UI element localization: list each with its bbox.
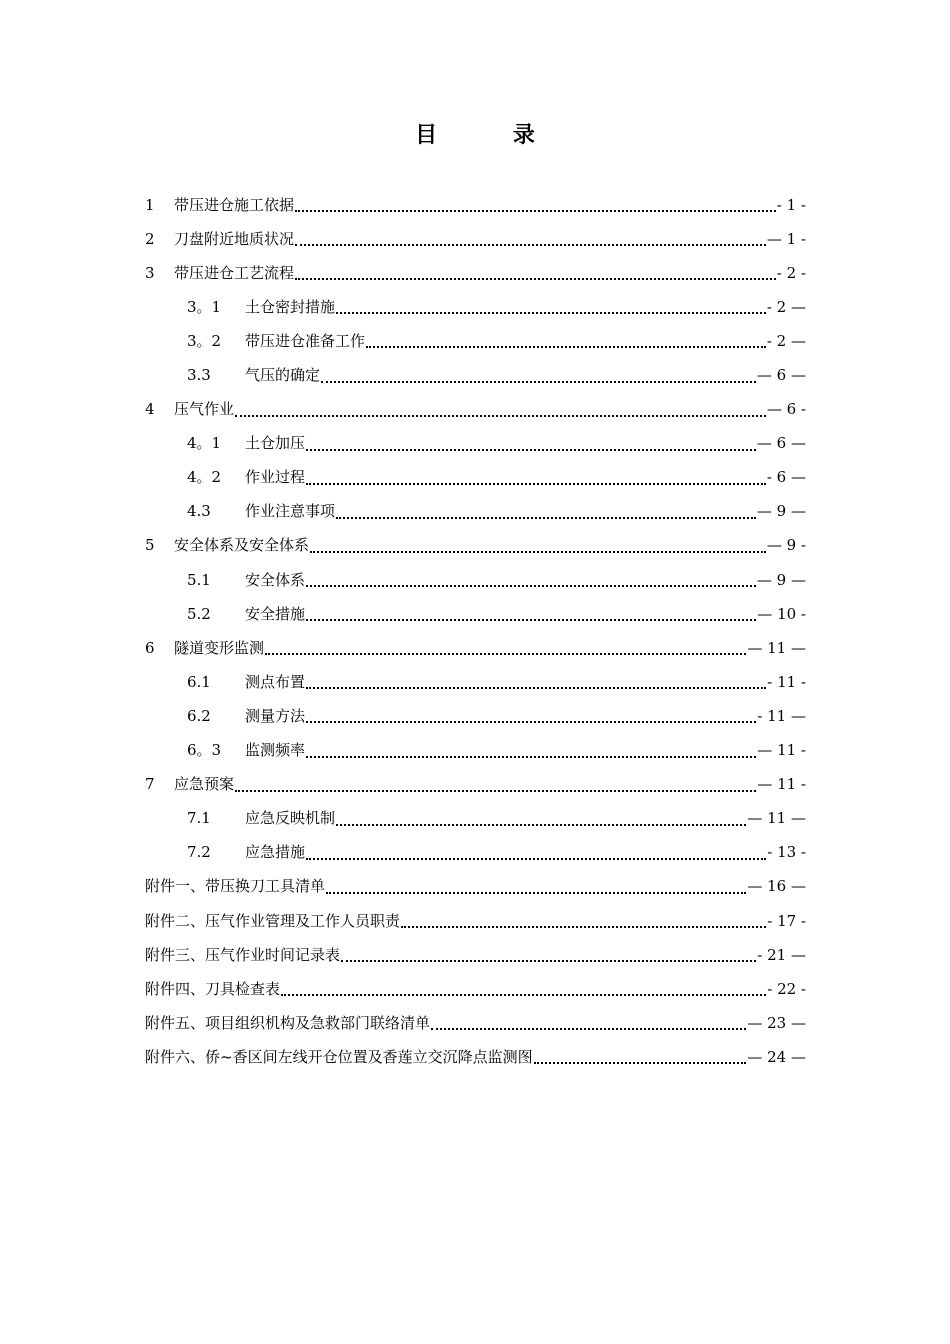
toc-entry-number: 6 <box>145 638 155 657</box>
toc-entry[interactable] <box>145 222 806 256</box>
toc-dot-leader <box>321 367 756 383</box>
toc-entry-number: 4.3 <box>187 502 211 521</box>
toc-entry-number: 7.1 <box>187 809 211 828</box>
toc-entry-number: 6。3 <box>187 741 222 760</box>
toc-dot-leader <box>306 469 766 485</box>
toc-entry-title: 应急措施 <box>245 843 306 862</box>
toc-entry-number: 5 <box>145 536 155 555</box>
toc-dot-leader <box>265 639 746 655</box>
toc-entry-title: 带压进仓准备工作 <box>245 331 366 350</box>
toc-dot-leader <box>310 537 766 553</box>
toc-entry[interactable] <box>145 768 806 802</box>
toc-entry-page-number: — 11 - <box>757 741 806 760</box>
toc-entry-title: 安全体系 <box>245 570 306 589</box>
toc-entry-title: 作业注意事项 <box>245 502 336 521</box>
toc-entry-title: 带压进仓施工依据 <box>174 195 295 214</box>
toc-entry[interactable] <box>145 734 806 768</box>
toc-dot-leader <box>281 980 766 996</box>
toc-entry-page-number: - 1 - <box>776 195 806 214</box>
toc-dot-leader <box>401 912 766 928</box>
toc-dot-leader <box>235 401 766 417</box>
toc-entry[interactable] <box>145 495 806 529</box>
toc-entry-title: 作业过程 <box>245 468 306 487</box>
toc-entry[interactable] <box>145 904 806 938</box>
toc-entry[interactable] <box>145 461 806 495</box>
toc-entry[interactable] <box>145 870 806 904</box>
toc-entry-title: 带压进仓工艺流程 <box>174 263 295 282</box>
toc-entry-page-number: - 2 - <box>776 263 806 282</box>
toc-entry[interactable] <box>145 1040 806 1074</box>
toc-entry-title: 测点布置 <box>245 672 306 691</box>
toc-entry-page-number: - 22 - <box>767 979 806 998</box>
toc-entry[interactable] <box>145 938 806 972</box>
toc-entry-number: 2 <box>145 229 155 248</box>
toc-dot-leader <box>326 878 746 894</box>
toc-dot-leader <box>341 946 756 962</box>
toc-entry-page-number: — 23 — <box>747 1013 806 1032</box>
toc-dot-leader <box>306 605 756 621</box>
toc-dot-leader <box>336 810 746 826</box>
toc-dot-leader <box>306 707 756 723</box>
toc-entry[interactable] <box>145 529 806 563</box>
toc-entry-number: 5.1 <box>187 570 211 589</box>
toc-dot-leader <box>306 673 766 689</box>
toc-entry-page-number: — 11 — <box>747 809 806 828</box>
toc-entry-page-number: - 11 — <box>757 706 806 725</box>
toc-entry-page-number: - 17 - <box>767 911 806 930</box>
toc-entry-page-number: — 6 - <box>766 400 806 419</box>
toc-entry-number: 6.1 <box>187 672 211 691</box>
toc-dot-leader <box>431 1014 746 1030</box>
toc-entry[interactable] <box>145 802 806 836</box>
toc-dot-leader <box>336 298 766 314</box>
toc-entry[interactable] <box>145 393 806 427</box>
toc-entry[interactable] <box>145 665 806 699</box>
toc-entry-page-number: - 2 — <box>766 297 806 316</box>
toc-entry-page-number: — 24 — <box>747 1047 806 1066</box>
toc-entry[interactable] <box>145 1006 806 1040</box>
toc-dot-leader <box>306 742 756 758</box>
toc-entry-title: 土仓密封措施 <box>245 297 336 316</box>
toc-entry[interactable] <box>145 188 806 222</box>
toc-title: 目 录 <box>415 122 569 148</box>
toc-entry[interactable] <box>145 256 806 290</box>
toc-entry-page-number: — 6 — <box>756 434 806 453</box>
toc-entry-page-number: - 2 — <box>766 331 806 350</box>
toc-entry-title: 安全措施 <box>245 604 306 623</box>
toc-entry-title: 刀盘附近地质状况 <box>174 229 295 248</box>
toc-entry-number: 1 <box>145 195 155 214</box>
toc-entry[interactable] <box>145 836 806 870</box>
toc-entry[interactable] <box>145 427 806 461</box>
toc-entry-title: 应急预案 <box>174 775 235 794</box>
toc-entry[interactable] <box>145 358 806 392</box>
toc-entry-page-number: - 11 - <box>767 672 806 691</box>
toc-dot-leader <box>306 571 756 587</box>
toc-dot-leader <box>295 264 776 280</box>
toc-entry[interactable] <box>145 597 806 631</box>
toc-entry[interactable] <box>145 699 806 733</box>
toc-entry-title: 压气作业 <box>174 400 235 419</box>
toc-entry-title: 附件一、带压换刀工具清单 <box>145 877 326 896</box>
toc-entry-number: 4。1 <box>187 434 222 453</box>
toc-entry-page-number: — 9 - <box>766 536 806 555</box>
toc-entry-number: 7.2 <box>187 843 211 862</box>
toc-dot-leader <box>306 844 766 860</box>
toc-dot-leader <box>295 230 766 246</box>
toc-entry-number: 3 <box>145 263 155 282</box>
toc-entry-title: 测量方法 <box>245 706 306 725</box>
toc-entry-number: 5.2 <box>187 604 211 623</box>
toc-entry-title: 附件二、压气作业管理及工作人员职责 <box>145 911 401 930</box>
toc-entry-title: 附件六、侨~香区间左线开仓位置及香莲立交沉降点监测图 <box>145 1047 533 1066</box>
toc-entry-title: 附件五、项目组织机构及急救部门联络清单 <box>145 1013 431 1032</box>
toc-entry-page-number: — 1 - <box>766 229 806 248</box>
toc-entry-number: 4 <box>145 400 155 419</box>
toc-entry-page-number: - 13 - <box>767 843 806 862</box>
toc-entry[interactable] <box>145 324 806 358</box>
toc-entry-title: 土仓加压 <box>245 434 306 453</box>
toc-dot-leader <box>336 503 756 519</box>
toc-entry[interactable] <box>145 290 806 324</box>
toc-entry-number: 7 <box>145 775 155 794</box>
toc-entry-number: 3.3 <box>187 366 211 385</box>
toc-entry-page-number: — 9 — <box>756 502 806 521</box>
toc-entry-title: 附件三、压气作业时间记录表 <box>145 945 341 964</box>
toc-entry-title: 附件四、刀具检查表 <box>145 979 281 998</box>
toc-entry-number: 6.2 <box>187 706 211 725</box>
toc-entry-number: 3。2 <box>187 331 222 350</box>
toc-dot-leader <box>235 776 756 792</box>
toc-entry-title: 监测频率 <box>245 741 306 760</box>
toc-entry-page-number: — 6 — <box>756 366 806 385</box>
toc-dot-leader <box>534 1048 747 1064</box>
toc-entry-page-number: — 11 - <box>757 775 806 794</box>
toc-list <box>145 188 806 1074</box>
toc-entry-number: 3。1 <box>187 297 222 316</box>
toc-entry-title: 隧道变形监测 <box>174 638 265 657</box>
toc-entry-page-number: — 16 — <box>747 877 806 896</box>
toc-entry[interactable] <box>145 563 806 597</box>
toc-entry-title: 气压的确定 <box>245 366 321 385</box>
toc-dot-leader <box>295 196 776 212</box>
toc-entry-title: 应急反映机制 <box>245 809 336 828</box>
toc-entry-number: 4。2 <box>187 468 222 487</box>
toc-entry-page-number: — 9 — <box>756 570 806 589</box>
toc-entry-page-number: — 10 - <box>757 604 806 623</box>
toc-entry[interactable] <box>145 972 806 1006</box>
toc-entry-page-number: - 6 — <box>766 468 806 487</box>
toc-entry-page-number: - 21 — <box>757 945 806 964</box>
toc-entry-title: 安全体系及安全体系 <box>174 536 310 555</box>
toc-dot-leader <box>366 332 766 348</box>
toc-entry[interactable] <box>145 631 806 665</box>
toc-entry-page-number: — 11 — <box>747 638 806 657</box>
toc-dot-leader <box>306 435 756 451</box>
